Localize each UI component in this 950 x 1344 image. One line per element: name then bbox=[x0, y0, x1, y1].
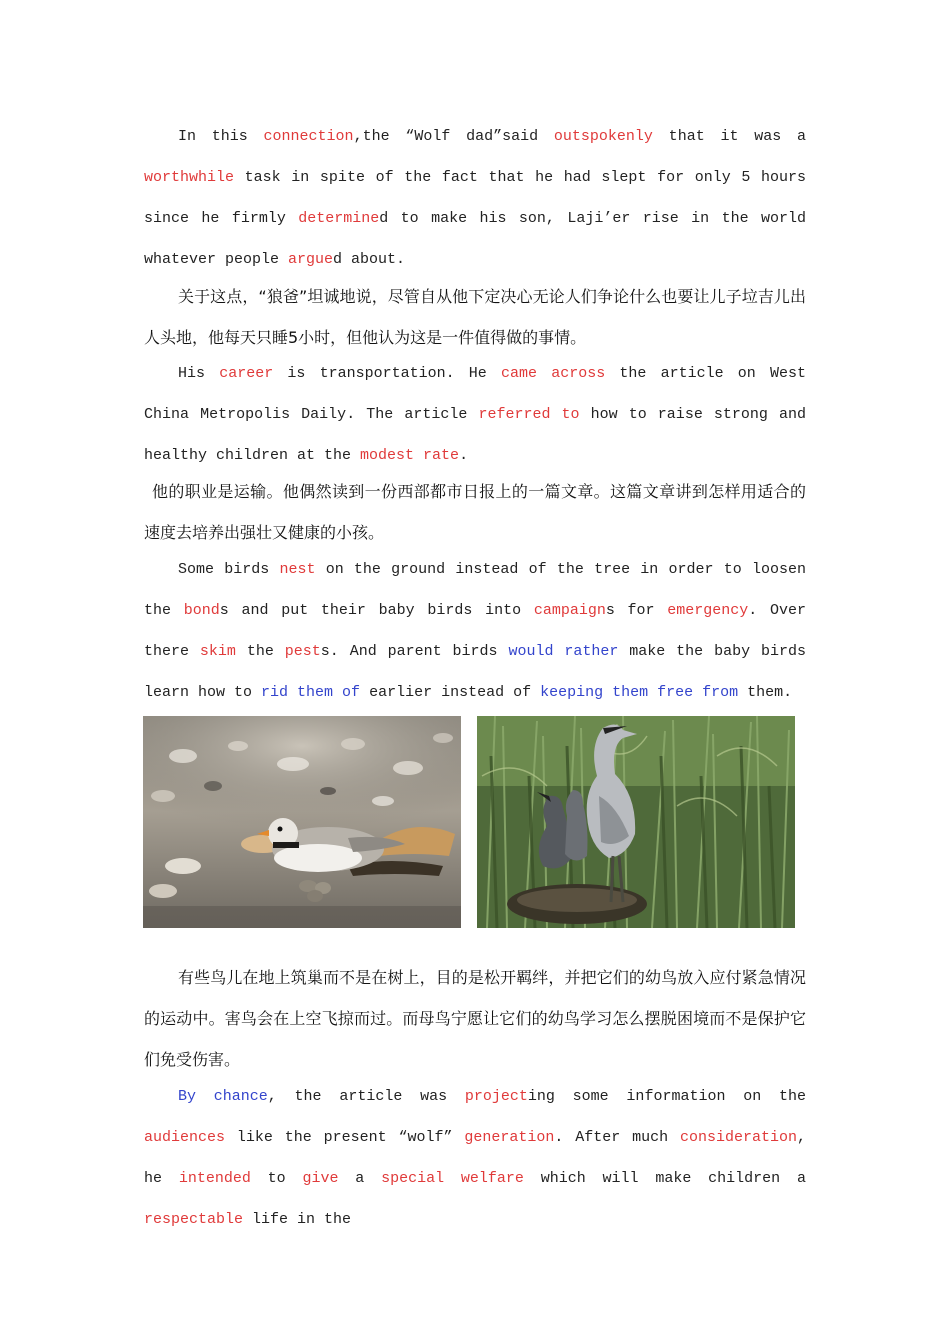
text-run: , the article was bbox=[267, 1088, 465, 1105]
keyword: campaign bbox=[533, 602, 606, 619]
keyword: audiences bbox=[144, 1129, 226, 1146]
phrase: would rather bbox=[508, 643, 619, 660]
text-run: is transportation. He bbox=[273, 365, 501, 382]
keyword: ​sideration bbox=[706, 1129, 797, 1146]
text-run bbox=[444, 1170, 461, 1187]
text-run: that it was a bbox=[652, 128, 806, 145]
keyword: con bbox=[679, 1129, 707, 1146]
text-run: . Over there bbox=[144, 602, 807, 660]
text-run: Some birds bbox=[178, 561, 280, 578]
text-run: the bbox=[235, 643, 285, 660]
text-run: . bbox=[459, 447, 469, 464]
text-run: s and put their baby birds into bbox=[219, 602, 534, 619]
paragraph-en-3 bbox=[144, 549, 806, 713]
keyword: referred to bbox=[478, 406, 580, 423]
keyword: nest bbox=[279, 561, 316, 578]
text-run: like the present “wolf” bbox=[225, 1129, 465, 1146]
keyword: skim bbox=[199, 643, 236, 660]
keyword: bond bbox=[183, 602, 220, 619]
text-run: d to make his son, Laji’er rise in the world whatever people bbox=[144, 210, 806, 268]
plover-nest-photo bbox=[143, 716, 461, 928]
keyword: modest rate bbox=[360, 447, 460, 464]
keyword: project bbox=[464, 1088, 528, 1105]
text-run: , he bbox=[144, 1129, 806, 1187]
keyword: connection bbox=[263, 128, 354, 145]
text-run: ,the “Wolf dad”said bbox=[353, 128, 554, 145]
keyword: came across bbox=[501, 365, 606, 382]
paragraph-en-1 bbox=[144, 116, 806, 280]
text-run: In this bbox=[178, 128, 264, 145]
keyword: career bbox=[219, 365, 274, 382]
paragraph-en-2 bbox=[144, 353, 806, 476]
text-run: . After much bbox=[554, 1129, 680, 1146]
keyword: pest bbox=[284, 643, 321, 660]
text-run: life in the bbox=[243, 1211, 352, 1228]
text-run: make the baby birds learn how to bbox=[144, 643, 807, 701]
keyword: emergency bbox=[667, 602, 749, 619]
keyword: worthwhile bbox=[144, 169, 235, 186]
keyword: special bbox=[381, 1170, 445, 1187]
text-run: task in spite of the fact that he had slept for only 5 hours since he firmly bbox=[144, 169, 806, 227]
text-run: d about. bbox=[333, 251, 406, 268]
text-run: s. And parent birds bbox=[320, 643, 509, 660]
text-run: ing some information on the bbox=[527, 1088, 806, 1105]
text-run: which will make children a bbox=[523, 1170, 806, 1187]
keyword: outspokenly bbox=[553, 128, 653, 145]
paragraph-zh-3: 有些鸟儿在地上筑巢而不是在树上，目的是松开羁绊，并把它们的幼鸟放入应付紧急情况的运动中。害鸟会在上空飞掠而过。而母鸟宁愿让它们的幼鸟学习怎么摆脱困境而不是保护它们免受伤害。 bbox=[144, 968, 806, 1069]
text-run: the article on West China Metropolis Daily. The article bbox=[144, 365, 806, 423]
paragraph-zh-1: 关于这点，“狼爸”坦诚地说，尽管自从他下定决心无论人们争论什么也要让儿子垃吉儿出人头地，他每天只睡5小时，但他认为这是一件值得做的事情。 bbox=[144, 287, 806, 347]
keyword: determine bbox=[298, 210, 380, 227]
phrase: keeping them free from bbox=[540, 684, 739, 701]
heron-reeds-photo bbox=[477, 716, 795, 928]
keyword: argue bbox=[288, 251, 334, 268]
keyword: generation bbox=[464, 1129, 555, 1146]
text-run: a bbox=[338, 1170, 382, 1187]
keyword: welfare bbox=[460, 1170, 524, 1187]
phrase: By chance bbox=[178, 1088, 268, 1105]
text-run: how to raise strong and healthy children at the bbox=[144, 406, 806, 464]
keyword: respectable bbox=[144, 1211, 244, 1228]
text-run: s for bbox=[605, 602, 668, 619]
text-run: on the ground instead of the tree in order to loosen the bbox=[144, 561, 806, 619]
text-run: earlier instead of bbox=[360, 684, 541, 701]
keyword: give bbox=[302, 1170, 339, 1187]
text-run: His bbox=[178, 365, 220, 382]
phrase: rid them of bbox=[261, 684, 361, 701]
text-run: them. bbox=[738, 684, 793, 701]
text-run: to bbox=[250, 1170, 303, 1187]
paragraph-en-4 bbox=[144, 1076, 806, 1240]
paragraph-zh-2: 他的职业是运输。他偶然读到一份西部都市日报上的一篇文章。这篇文章讲到怎样用适合的速度去培养出强壮又健康的小孩。 bbox=[144, 482, 806, 542]
keyword: intended bbox=[178, 1170, 251, 1187]
